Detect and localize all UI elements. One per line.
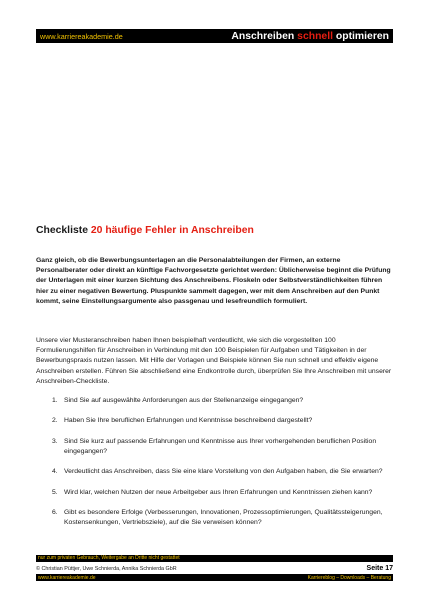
item-text: Sind Sie kurz auf passende Erfahrungen und Kenntnisse aus Ihrer vorhergehenden beruflichen Position eingegangen? xyxy=(64,437,377,455)
checklist-item xyxy=(36,437,393,457)
brand-post: optimieren xyxy=(332,30,389,42)
title-pre: Checkliste xyxy=(36,225,91,236)
item-number: 6. xyxy=(52,509,58,517)
checklist-item xyxy=(36,508,393,528)
item-text: Sind Sie auf ausgewählte Anforderungen aus der Stellenanzeige eingegangen? xyxy=(64,397,304,404)
item-text: Gibt es besondere Erfolge (Verbesserungen, Innovationen, Prozessoptimierungen, Qualitätssteigerungen, Kostensenkungen, Vertriebsziele), auf die Sie verweisen können? xyxy=(64,509,383,527)
footer-site-link[interactable]: www.karriereakademie.de xyxy=(38,574,96,581)
title-accent: 20 häufige Fehler in Anschreiben xyxy=(90,225,254,236)
checklist-item xyxy=(36,488,393,498)
footer-bar xyxy=(36,574,393,581)
item-text: Haben Sie Ihre beruflichen Erfahrungen und Kenntnisse beschreibend dargestellt? xyxy=(64,417,313,425)
footer-row xyxy=(36,564,393,573)
item-number: 4. xyxy=(52,468,58,476)
item-text: Wird klar, welchen Nutzen der neue Arbeitgeber aus Ihren Erfahrungen und Kenntnissen ziehen kann? xyxy=(64,488,373,496)
header-bar xyxy=(36,29,393,43)
checklist-item xyxy=(36,467,393,477)
header-site-link[interactable]: www.karriereakademie.de xyxy=(40,31,123,41)
item-number: 5. xyxy=(52,488,58,496)
intro-paragraph: Ganz gleich, ob die Bewerbungsunterlagen an die Personalabteilungen der Firmen, an externe Personalberater oder direkt an künftige Fachvorgesetzte gerichtet werden: Üblicherweise beginnt die Prüfung der Unterlagen mit einer kurzen Sichtung des Anschreibens. Floskeln oder Selbstverständlichkeiten führen hier zu einer negativen Bewertung. Pluspunkte sammelt dagegen, wer mit dem Anschreiben auf den Punkt kommt, seine Einstellungsargumente also passgenau und lesefreundlich formuliert. xyxy=(36,257,391,305)
brand-pre: Anschreiben xyxy=(231,30,298,42)
checklist-item xyxy=(36,416,393,426)
item-text: Verdeutlicht das Anschreiben, dass Sie eine klare Vorstellung von den Aufgaben haben, die Sie erwarten? xyxy=(64,468,383,476)
section-title xyxy=(36,225,393,236)
footer-links[interactable]: Karriereblog – Downloads – Beratung xyxy=(307,574,391,581)
brand-accent: schnell xyxy=(297,30,333,42)
body-paragraph: Unsere vier Musteranschreiben haben Ihnen beispielhaft verdeutlicht, wie sich die vorgestellten 100 Formulierungshilfen für Anschreiben in Verbindung mit den 100 Beispielen für Aufgaben und Tätigkeiten in der Bewerbungspraxis nutzen lassen. Mit Hilfe der Vorlagen und Beispiele können Sie nun schnell und effektiv eigene Anschreiben erstellen. Führen Sie abschließend eine Endkontrolle durch, überprüfen Sie Ihre Anschreiben mit unserer Anschreiben-Checkliste. xyxy=(36,337,392,385)
checklist xyxy=(36,396,393,539)
item-number: 1. xyxy=(52,397,58,404)
item-number: 2. xyxy=(52,417,58,425)
copyright-text: © Christian Püttjer, Uwe Schnierda, Annika Schnierda GbR xyxy=(36,565,177,572)
header-brand xyxy=(231,31,389,42)
page-number: Seite 17 xyxy=(366,565,393,572)
checklist-item xyxy=(36,396,393,406)
item-number: 3. xyxy=(52,437,58,445)
usage-notice: nur zum privaten Gebrauch, Weitergabe an Dritte nicht gestattet xyxy=(36,555,393,562)
